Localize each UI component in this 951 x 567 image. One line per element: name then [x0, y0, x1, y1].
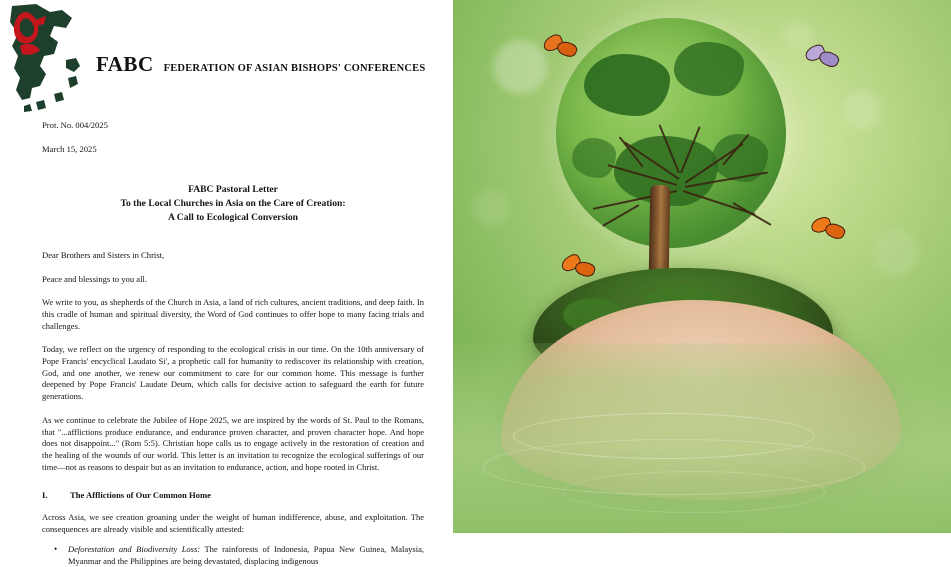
section-title: The Afflictions of Our Common Home — [70, 490, 211, 501]
paragraph-3: As we continue to celebrate the Jubilee of Hope 2025, we are inspired by the words of St. Paul to the Romans, that "...afflictions produce endurance, and endurance proven character, and proven character hope. And hope does not disappoint..." (Rom 5:5). Christian hope calls us to engage actively in the restoration of creation and the healing of the wounds of our world. This letter is an invitation to recognize the ecological sufferings of our time—not as reasons to despair but as an invitation to endurance, action, and hope rooted in Christ. — [42, 414, 424, 472]
branch — [733, 202, 772, 226]
protocol-number: Prot. No. 004/2025 — [42, 120, 108, 130]
bokeh-circle — [493, 40, 547, 94]
letter-title — [42, 183, 424, 225]
title-line-1: FABC Pastoral Letter — [188, 184, 278, 196]
salutation: Dear Brothers and Sisters in Christ, — [42, 250, 165, 261]
greeting: Peace and blessings to you all. — [42, 274, 148, 285]
section-intro: Across Asia, we see creation groaning under the weight of human indifference, abuse, and exploitation. The consequences are already visible and scientifically attested: — [42, 512, 424, 535]
bokeh-circle — [843, 90, 883, 130]
organization-mark: FABC — [96, 52, 154, 76]
fabc-asia-map-logo — [6, 2, 94, 114]
section-heading — [42, 490, 424, 500]
paragraph-2: Today, we reflect on the urgency of responding to the ecological crisis in our time. On the 10th anniversary of Pope Francis' encyclical Laudato Si', a prophetic call for humanity to rediscover its relationship with creation, God, and one another, we renew our commitment to care for our common home. This message is further deepened by Pope Francis' Laudate Deum, which calls for decisive action to safeguard the earth for future generations. — [42, 344, 424, 402]
affliction-list — [42, 544, 424, 567]
water-surface — [453, 343, 951, 533]
branch — [683, 190, 756, 215]
continent-shape — [584, 54, 670, 116]
title-line-2: To the Local Churches in Asia on the Care of Creation: — [120, 198, 346, 210]
earth-tree-in-hand-photo — [453, 0, 951, 533]
document-body — [42, 120, 424, 567]
bokeh-circle — [783, 20, 813, 50]
title-line-3: A Call to Ecological Conversion — [167, 212, 299, 224]
continent-shape — [674, 42, 744, 96]
masthead — [96, 52, 441, 77]
organization-full-name: FEDERATION OF ASIAN BISHOPS' CONFERENCES — [163, 63, 426, 74]
water-ripple — [563, 471, 825, 513]
branch — [624, 141, 680, 180]
bullet-label: Deforestation and Biodiversity Loss: — [68, 543, 201, 554]
pastoral-letter-document — [0, 0, 453, 566]
branch — [722, 134, 749, 166]
bullet-text: The rainforests of Indonesia, Papua New Guinea, Malaysia, Myanmar and the Philippines are being devastated, displacing indigenous — [68, 543, 424, 566]
section-number: I. — [42, 490, 48, 501]
letter-date: March 15, 2025 — [42, 144, 97, 155]
paragraph-1: We write to you, as shepherds of the Church in Asia, a land of rich cultures, ancient traditions, and deep faith. In this cradle of human and spiritual diversity, the Word of God continues to offer hope to many facing trials and challenges. — [42, 297, 424, 331]
branch — [602, 204, 639, 227]
list-item — [42, 544, 424, 567]
bokeh-circle — [873, 230, 919, 276]
branch — [680, 126, 701, 173]
bare-branches — [573, 120, 813, 280]
bokeh-circle — [473, 190, 509, 226]
